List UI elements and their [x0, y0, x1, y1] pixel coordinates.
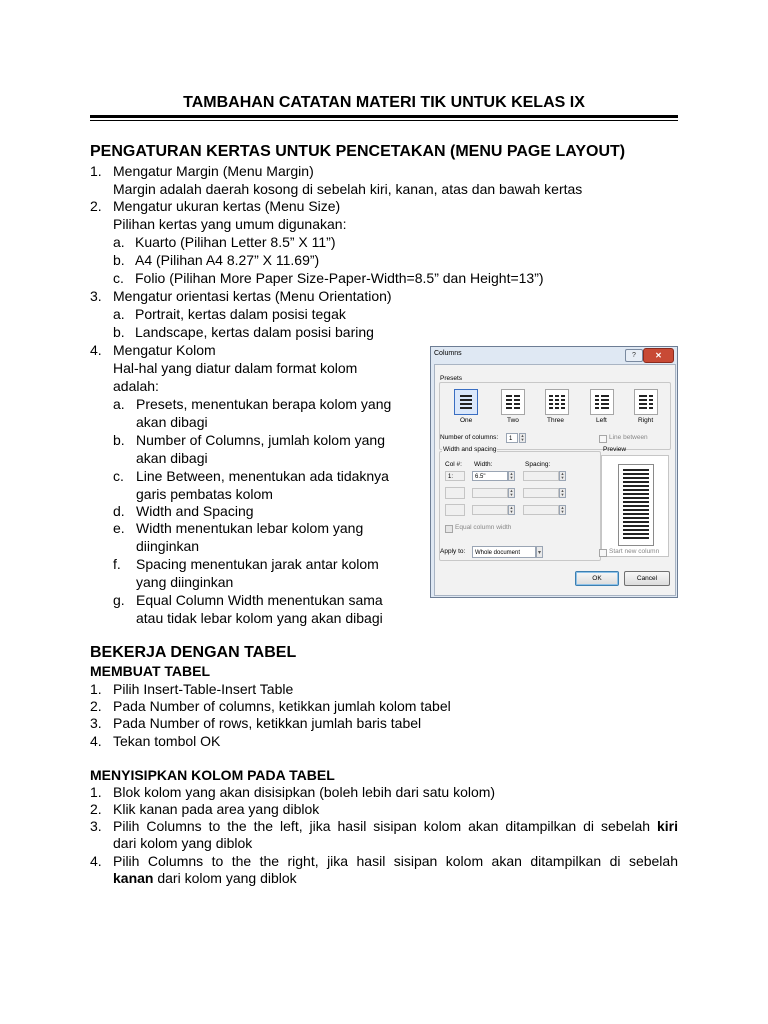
subheading-menyisipkan-kolom: MENYISIPKAN KOLOM PADA TABEL — [90, 767, 335, 783]
spacing-input-row1 — [523, 471, 559, 481]
list-number: 2. — [90, 801, 102, 817]
line-between-checkbox[interactable] — [599, 435, 607, 443]
sub-list-item: atau tidak lebar kolom yang akan dibagi — [136, 610, 383, 626]
spacing-label: Spacing: — [525, 461, 551, 468]
apply-to-select[interactable]: Whole document — [472, 546, 536, 558]
list-item-desc: Margin adalah daerah kosong di sebelah kiri, kanan, atas dan bawah kertas — [113, 181, 583, 197]
width-input-row2 — [472, 488, 508, 498]
list-item: Klik kanan pada area yang diblok — [113, 801, 320, 817]
sub-list-letter: c. — [113, 468, 124, 484]
list-number: 1. — [90, 784, 102, 800]
list-item: Pada Number of columns, ketikkan jumlah kolom tabel — [113, 698, 451, 714]
help-button[interactable]: ? — [625, 349, 643, 362]
list-item-desc: Hal-hal yang diatur dalam format kolom — [113, 360, 358, 376]
col-number-row1: 1: — [445, 471, 465, 481]
sub-list-item: yang diinginkan — [136, 574, 234, 590]
dialog-body — [434, 364, 676, 596]
sub-list-item: Folio (Pilihan More Paper Size-Paper-Width=8.5” dan Height=13”) — [135, 270, 544, 286]
line-between-label: Line between — [609, 434, 648, 441]
list-item: Pilih Insert-Table-Insert Table — [113, 681, 294, 697]
width-label: Width: — [474, 461, 493, 468]
close-button[interactable]: ✕ — [643, 348, 674, 363]
list-item: Mengatur ukuran kertas (Menu Size) — [113, 198, 341, 214]
list-item: Mengatur Kolom — [113, 342, 216, 358]
list-number: 3. — [90, 715, 102, 731]
number-of-columns-spinner[interactable]: ▲ ▼ — [520, 433, 525, 442]
preset-right-label: Right — [638, 417, 654, 424]
apply-to-label: Apply to: — [440, 548, 466, 555]
preset-left-label: Left — [596, 417, 607, 424]
list-item: Pilih Columns to the the left, jika hasil sisipan kolom akan ditampilkan di sebelah kiri — [113, 818, 678, 834]
spacing-spinner-row1: ▲ ▼ — [560, 471, 565, 480]
start-new-column-checkbox[interactable] — [599, 549, 607, 557]
width-spinner-row1[interactable]: ▲ ▼ — [509, 471, 514, 480]
start-new-column-label: Start new column — [609, 548, 660, 555]
spacing-input-row3 — [523, 505, 559, 515]
number-of-columns-input[interactable]: 1 — [506, 433, 518, 443]
sub-list-item: akan dibagi — [136, 414, 208, 430]
col-number-row3 — [445, 504, 465, 516]
sub-list-item: Landscape, kertas dalam posisi baring — [135, 324, 374, 340]
sub-list-letter: a. — [113, 396, 125, 412]
spacing-spinner-row3: ▲ ▼ — [560, 505, 565, 514]
sub-list-item: Portrait, kertas dalam posisi tegak — [135, 306, 346, 322]
spacing-input-row2 — [523, 488, 559, 498]
equal-column-width-label: Equal column width — [455, 524, 512, 531]
document-title: TAMBAHAN CATATAN MATERI TIK UNTUK KELAS IX — [183, 94, 585, 111]
list-number: 3. — [90, 288, 102, 304]
col-number-label: Col #: — [445, 461, 462, 468]
list-item-cont: kanan dari kolom yang diblok — [113, 870, 297, 886]
sub-list-item: Width menentukan lebar kolom yang — [136, 520, 364, 536]
list-number: 1. — [90, 163, 102, 179]
sub-list-letter: a. — [113, 306, 125, 322]
section-heading-page-layout: PENGATURAN KERTAS UNTUK PENCETAKAN (MENU PAGE LAYOUT) — [90, 143, 626, 160]
title-rule-thin — [90, 120, 678, 121]
number-of-columns-label: Number of columns: — [440, 434, 499, 441]
section-heading-tabel: BEKERJA DENGAN TABEL — [90, 644, 297, 661]
sub-list-item: Presets, menentukan berapa kolom yang — [136, 396, 392, 412]
sub-list-item: Equal Column Width menentukan sama — [136, 592, 383, 608]
preset-two-button[interactable] — [501, 389, 525, 415]
list-number: 4. — [90, 853, 102, 869]
width-input-row3 — [472, 505, 508, 515]
list-item-desc: Pilihan kertas yang umum digunakan: — [113, 216, 347, 232]
preset-three-button[interactable] — [545, 389, 569, 415]
sub-list-letter: e. — [113, 520, 125, 536]
sub-list-letter: c. — [113, 270, 124, 286]
sub-list-item: Width and Spacing — [136, 503, 254, 519]
sub-list-letter: b. — [113, 324, 125, 340]
list-item: Mengatur orientasi kertas (Menu Orientation) — [113, 288, 392, 304]
chevron-down-icon[interactable]: ▾ — [536, 546, 543, 558]
sub-list-item: A4 (Pilihan A4 8.27” X 11.69”) — [135, 252, 320, 268]
list-item: Pilih Columns to the the right, jika hasil sisipan kolom akan ditampilkan di sebelah — [113, 853, 678, 869]
preset-three-label: Three — [547, 417, 564, 424]
columns-dialog — [430, 346, 678, 598]
list-number: 3. — [90, 818, 102, 834]
preset-two-label: Two — [507, 417, 519, 424]
equal-column-width-checkbox[interactable] — [445, 525, 453, 533]
subheading-membuat-tabel: MEMBUAT TABEL — [90, 663, 211, 679]
sub-list-item: Spacing menentukan jarak antar kolom — [136, 556, 379, 572]
preview-label: Preview — [603, 446, 627, 453]
preset-right-button[interactable] — [634, 389, 658, 415]
width-spinner-row3: ▲ ▼ — [509, 505, 514, 514]
sub-list-item: Number of Columns, jumlah kolom yang — [136, 432, 385, 448]
dialog-title: Columns — [434, 350, 462, 357]
sub-list-letter: b. — [113, 432, 125, 448]
list-number: 1. — [90, 681, 102, 697]
title-rule-thick — [90, 115, 678, 118]
width-spinner-row2: ▲ ▼ — [509, 488, 514, 497]
sub-list-item: diinginkan — [136, 538, 200, 554]
list-item-cont: dari kolom yang diblok — [113, 835, 253, 851]
width-input-row1[interactable]: 6.5" — [472, 471, 508, 481]
cancel-button[interactable]: Cancel — [624, 571, 670, 586]
sub-list-letter: f. — [113, 556, 121, 572]
sub-list-item: Kuarto (Pilihan Letter 8.5” X 11”) — [135, 234, 336, 250]
list-number: 2. — [90, 198, 102, 214]
list-number: 4. — [90, 733, 102, 749]
preset-left-button[interactable] — [590, 389, 614, 415]
presets-label: Presets — [440, 375, 463, 382]
list-item: Mengatur Margin (Menu Margin) — [113, 163, 314, 179]
preview-page — [618, 464, 654, 546]
sub-list-item: garis pembatas kolom — [136, 486, 273, 502]
spacing-spinner-row2: ▲ ▼ — [560, 488, 565, 497]
sub-list-item: Line Between, menentukan ada tidaknya — [136, 468, 389, 484]
preview-box — [601, 455, 669, 557]
preset-one-label: One — [460, 417, 473, 424]
list-item: Pada Number of rows, ketikkan jumlah baris tabel — [113, 715, 422, 731]
col-number-row2 — [445, 487, 465, 499]
width-spacing-label: Width and spacing — [443, 446, 497, 453]
list-number: 4. — [90, 342, 102, 358]
sub-list-item: akan dibagi — [136, 450, 208, 466]
sub-list-letter: d. — [113, 503, 125, 519]
preset-one-button[interactable] — [454, 389, 478, 415]
ok-button[interactable]: OK — [575, 571, 619, 586]
list-item: Tekan tombol OK — [113, 733, 221, 749]
list-item-desc: adalah: — [113, 378, 159, 394]
sub-list-letter: a. — [113, 234, 125, 250]
sub-list-letter: g. — [113, 592, 125, 608]
list-item: Blok kolom yang akan disisipkan (boleh lebih dari satu kolom) — [113, 784, 496, 800]
list-number: 2. — [90, 698, 102, 714]
sub-list-letter: b. — [113, 252, 125, 268]
